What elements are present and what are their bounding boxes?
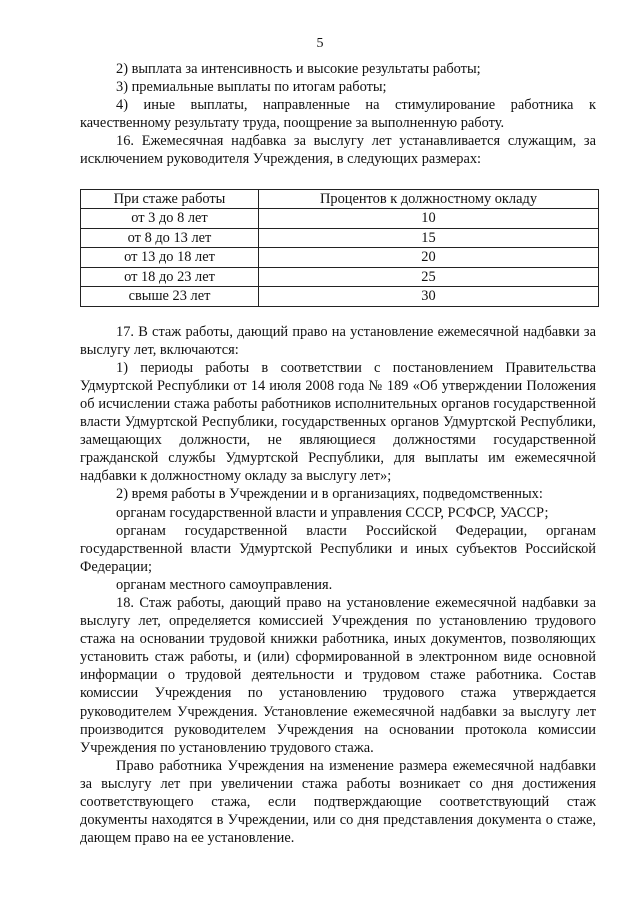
table-cell: от 3 до 8 лет: [81, 209, 259, 229]
clause-17-item-1: 1) периоды работы в соответствии с постановлением Правительства Удмуртской Республики от 14 июля 2008 года № 189 «Об утверждении Положения об исчислении стажа работы работников исполнительных органов государственной власти Удмуртской Республики, государственных органов Удмуртской Республики, замещающих должности, не являющиеся должностями государственной гражданской службы Удмуртской Республики, для выплаты им ежемесячной надбавки к должностному окладу за выслугу лет»;: [80, 359, 596, 485]
clause-18-continued: Право работника Учреждения на изменение размера ежемесячной надбавки за выслугу лет при увеличении стажа работы возникает со дня достижения соответствующего стажа, если подтверждающие соответствующий стаж документы находятся в Учреждении, или со дня представления документа о стаже, дающем право на ее установление.: [80, 757, 596, 847]
table-cell: 15: [259, 228, 599, 248]
seniority-table: [80, 189, 599, 307]
list-item-2: 2) выплата за интенсивность и высокие результаты работы;: [116, 61, 481, 77]
table-cell: свыше 23 лет: [81, 287, 259, 307]
table-cell: 30: [259, 287, 599, 307]
table-cell: от 8 до 13 лет: [81, 228, 259, 248]
table-row: [81, 248, 599, 268]
clause-18: 18. Стаж работы, дающий право на установление ежемесячной надбавки за выслугу лет, определяется комиссией Учреждения по установлению трудового стажа на основании трудовой книжки работника, иных документов, позволяющих установить стаж работы, и (или) сформированной в электронном виде основной информации о трудовой деятельности и трудовом стаже работника. Состав комиссии Учреждения по установлению трудового стажа утверждается руководителем Учреждения. Установление ежемесячной надбавки за выслугу лет производится руководителем Учреждения на основании протокола комиссии Учреждения по установлению трудового стажа.: [80, 594, 596, 756]
table-row: [81, 267, 599, 287]
clause-17-item-2: 2) время работы в Учреждении и в организациях, подведомственных:: [116, 486, 543, 503]
clause-17-subitem: органам государственной власти и управления СССР, РСФСР, УАССР;: [116, 504, 549, 521]
list-item-4: 4) иные выплаты, направленные на стимулирование работника к качественному результату труда, поощрение за выполненную работу.: [80, 97, 596, 132]
table-header-cell: При стаже работы: [81, 189, 259, 209]
table-header-cell: Процентов к должностному окладу: [259, 189, 599, 209]
page-number: 5: [316, 36, 324, 51]
table-header-row: [81, 189, 599, 209]
table-cell: от 13 до 18 лет: [81, 248, 259, 268]
table-row: [81, 228, 599, 248]
clause-16: 16. Ежемесячная надбавка за выслугу лет устанавливается служащим, за исключением руководителя Учреждения, в следующих размерах:: [80, 133, 596, 168]
document-body: [80, 60, 596, 847]
table-row: [81, 287, 599, 307]
table-cell: 10: [259, 209, 599, 229]
list-item-3: 3) премиальные выплаты по итогам работы;: [116, 79, 387, 96]
table-cell: от 18 до 23 лет: [81, 267, 259, 287]
clause-17-subitem: органам местного самоуправления.: [116, 576, 333, 593]
clause-17-subitem: органам государственной власти Российской Федерации, органам государственной власти Удмуртской Республики и иных субъектов Российской Федерации;: [80, 522, 596, 575]
table-row: [81, 209, 599, 229]
clause-17: 17. В стаж работы, дающий право на установление ежемесячной надбавки за выслугу лет, включаются:: [80, 323, 596, 358]
table-cell: 25: [259, 267, 599, 287]
table-cell: 20: [259, 248, 599, 268]
